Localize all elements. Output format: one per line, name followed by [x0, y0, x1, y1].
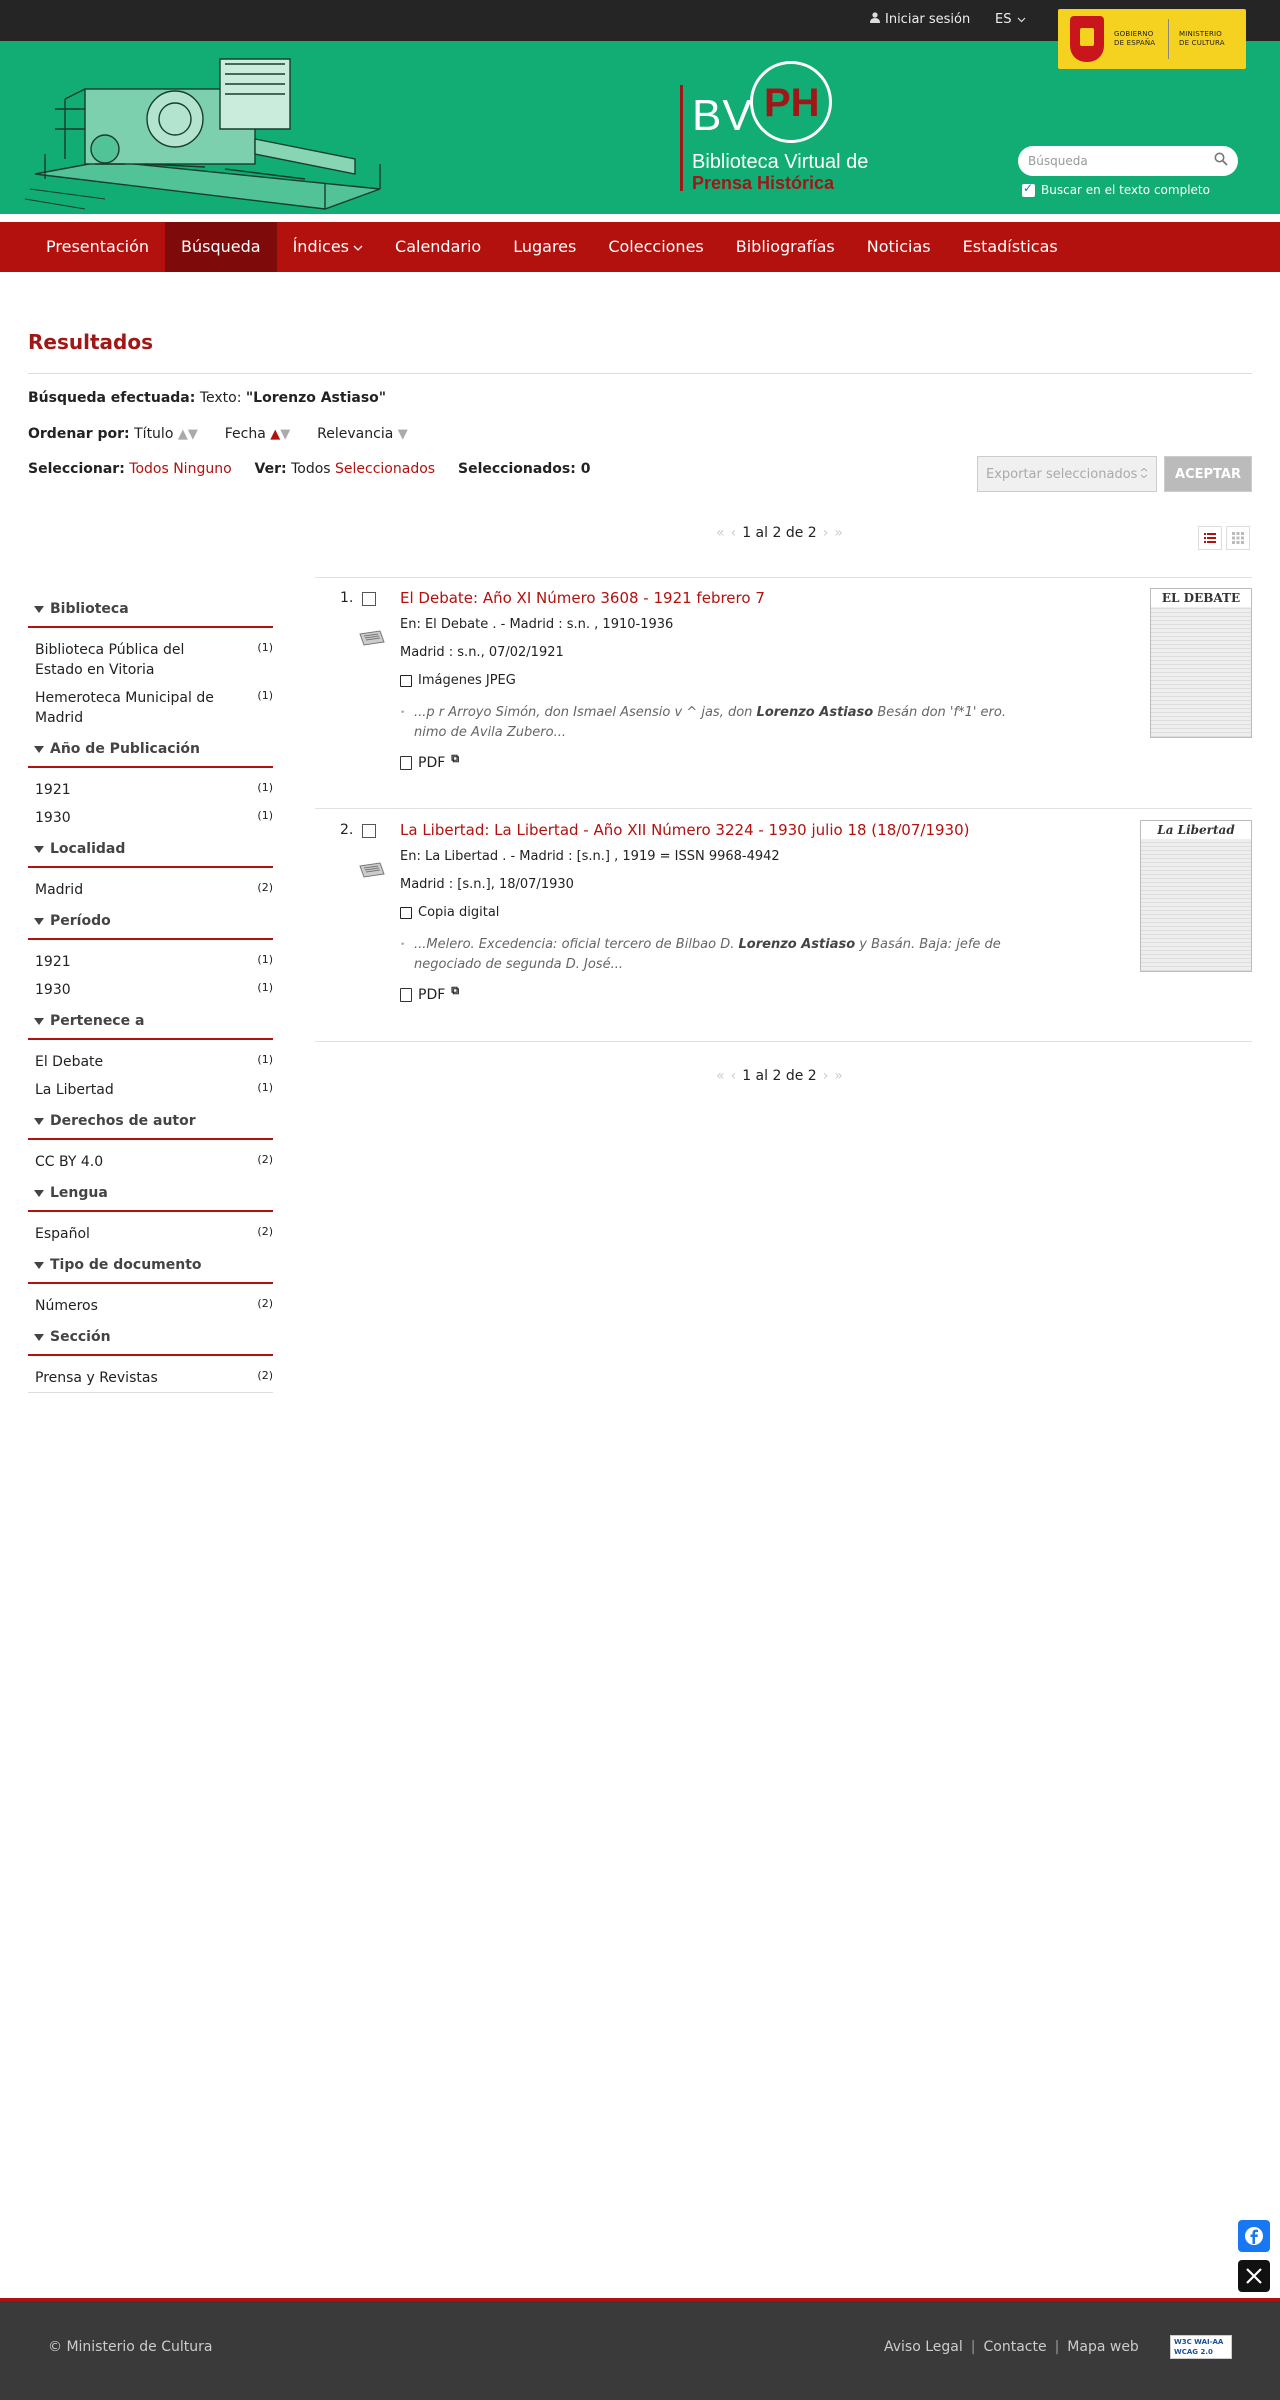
next-page-icon[interactable]: ›: [822, 1068, 829, 1084]
nav-label: Búsqueda: [181, 237, 261, 256]
main-nav: [0, 222, 1280, 272]
pager-label: 1 al 2 de 2: [742, 1068, 817, 1084]
facet-item[interactable]: [28, 636, 273, 684]
facet-item-label: 1930: [35, 810, 71, 826]
newspaper-icon[interactable]: [358, 860, 386, 880]
facet-item-count: (2): [257, 881, 273, 894]
nav-label: Bibliografías: [735, 237, 835, 256]
facet-header[interactable]: [28, 1104, 273, 1140]
bvph-logo[interactable]: [680, 61, 910, 201]
facet-item-label: 1930: [35, 982, 71, 998]
facet-item-label: Hemeroteca Municipal de Madrid: [35, 690, 214, 726]
fulltext-option: [1022, 183, 1210, 197]
snippet-highlight: Lorenzo Astiaso: [756, 705, 874, 720]
query-label: Búsqueda efectuada:: [28, 390, 196, 406]
site-footer: [0, 2298, 1280, 2400]
facet-title: Tipo de documento: [50, 1257, 202, 1273]
result-snippet: [400, 935, 1040, 975]
facet-item-count: (2): [257, 1225, 273, 1238]
results-divider: [315, 1041, 1252, 1042]
pdf-link[interactable]: [400, 752, 1040, 771]
facet-item[interactable]: [28, 1364, 273, 1392]
snippet-text: ...p r Arroyo Simón, don Ismael Asensio v ^ jas, don: [414, 705, 757, 720]
facet-item-count: (1): [257, 781, 273, 794]
nav-item-noticias[interactable]: [851, 222, 947, 272]
facet-item-count: (1): [257, 1081, 273, 1094]
facet-title: Año de Publicación: [50, 741, 200, 757]
caret-down-icon: [34, 606, 44, 613]
facet-item[interactable]: [28, 948, 273, 976]
logo-ph: PH: [764, 81, 820, 125]
facet-item-label: CC BY 4.0: [35, 1154, 104, 1170]
caret-down-icon: [34, 918, 44, 925]
facet-item-label: Madrid: [35, 882, 84, 898]
facet-item[interactable]: [28, 976, 273, 1004]
wcag-badge[interactable]: W3C WAI-AA WCAG 2.0: [1170, 2335, 1232, 2359]
caret-down-icon: [34, 1190, 44, 1197]
nav-item-estadisticas[interactable]: [947, 222, 1074, 272]
footer-link-contact[interactable]: Contacte: [983, 2339, 1047, 2355]
gov-label: GOBIERNO DE ESPAÑA: [1114, 30, 1156, 47]
government-logo[interactable]: [1058, 9, 1246, 69]
result-number: 2.: [340, 822, 354, 838]
language-label: ES: [995, 12, 1012, 27]
copyright: © Ministerio de Cultura: [48, 2339, 213, 2355]
result-date: Madrid : [s.n.], 18/07/1930: [400, 877, 574, 892]
facet-title: Biblioteca: [50, 601, 129, 617]
sort-label: Ordenar por:: [28, 426, 130, 442]
result-snippet: [400, 703, 1040, 743]
facet-header[interactable]: [28, 732, 273, 768]
x-share-icon[interactable]: [1238, 2260, 1270, 2292]
language-selector[interactable]: [995, 12, 1026, 27]
nav-label: Lugares: [513, 237, 577, 256]
footer-separator: |: [970, 2339, 976, 2355]
facet-item-count: (1): [257, 689, 273, 702]
chevron-down-icon: [353, 222, 363, 272]
export-label: Exportar seleccionados: [986, 466, 1138, 482]
facet-header[interactable]: [28, 592, 273, 628]
logo-bv: BV: [692, 91, 753, 140]
selected-count: Seleccionados: 0: [457, 461, 591, 477]
last-page-icon[interactable]: »: [834, 525, 843, 541]
first-page-icon[interactable]: «: [716, 1068, 725, 1084]
footer-link-sitemap[interactable]: Mapa web: [1067, 2339, 1139, 2355]
facet-item-count: (1): [257, 953, 273, 966]
select-none-link[interactable]: Ninguno: [173, 461, 232, 477]
search-box: [1018, 146, 1238, 176]
newspaper-icon[interactable]: [358, 628, 386, 648]
facet-item-label: Biblioteca Pública del Estado en Vitoria: [35, 642, 185, 678]
login-label: Iniciar sesión: [885, 12, 971, 27]
first-page-icon[interactable]: «: [716, 525, 725, 541]
selection-bar: [28, 461, 590, 477]
caret-down-icon: [34, 1334, 44, 1341]
facebook-share-icon[interactable]: [1238, 2220, 1270, 2252]
facet-item[interactable]: [28, 1292, 273, 1320]
query-summary: [28, 390, 386, 406]
nav-label: Calendario: [395, 237, 482, 256]
export-select[interactable]: [977, 456, 1157, 492]
ministry-label: MINISTERIO DE CULTURA: [1179, 30, 1225, 47]
facet-header[interactable]: [28, 1004, 273, 1040]
select-label: Seleccionar:: [28, 461, 125, 477]
caret-down-icon: [34, 746, 44, 753]
facet-item-label: Prensa y Revistas: [35, 1370, 158, 1386]
snippet-highlight: Lorenzo Astiaso: [738, 937, 856, 952]
result-checkbox[interactable]: [362, 592, 376, 606]
fulltext-label: Buscar en el texto completo: [1041, 183, 1210, 197]
prev-page-icon[interactable]: ‹: [730, 525, 737, 541]
logo-bar: [680, 85, 683, 191]
view-all-link[interactable]: Todos: [291, 461, 331, 477]
sort-asc-icon[interactable]: ▲: [270, 427, 281, 442]
gov-divider: [1168, 19, 1169, 59]
result-number: 1.: [340, 590, 354, 606]
nav-label: Noticias: [866, 237, 931, 256]
sort-date[interactable]: Fecha: [224, 426, 266, 442]
facet-item[interactable]: [28, 1220, 273, 1248]
query-value: "Lorenzo Astiaso": [245, 390, 387, 406]
facet-item-count: (1): [257, 981, 273, 994]
prev-page-icon[interactable]: ‹: [730, 1068, 737, 1084]
list-view-icon[interactable]: [1198, 526, 1222, 550]
sort-desc-icon[interactable]: ▼: [187, 427, 198, 442]
pdf-icon: [400, 988, 412, 1002]
facet-title: Pertenece a: [50, 1013, 145, 1029]
view-label: Ver:: [254, 461, 287, 477]
snippet-text: y Basán. Baja: jefe de negociado de segunda D. José...: [414, 937, 1001, 972]
nav-item-presentacion[interactable]: [30, 222, 165, 272]
result-type: [400, 899, 1040, 927]
facet-item[interactable]: [28, 776, 273, 804]
facet-header[interactable]: [28, 832, 273, 868]
query-field: Texto:: [199, 390, 242, 406]
view-toggle: [1198, 526, 1250, 550]
view-selected-link[interactable]: Seleccionados: [335, 461, 436, 477]
facet-item[interactable]: [28, 876, 273, 904]
facet-item-label: 1921: [35, 782, 71, 798]
facet-item[interactable]: [28, 1148, 273, 1176]
external-link-icon: ⧉: [451, 752, 460, 765]
pager-label: 1 al 2 de 2: [742, 525, 817, 541]
fulltext-checkbox[interactable]: [1022, 184, 1035, 197]
facet-item-label: Español: [35, 1226, 90, 1242]
select-all-link[interactable]: Todos: [129, 461, 169, 477]
result-title-link[interactable]: El Debate: Año XI Número 3608 - 1921 febrero 7: [400, 589, 765, 607]
chevron-down-icon: [1140, 467, 1148, 482]
external-link-icon: ⧉: [451, 984, 460, 997]
facet-divider: [28, 1392, 273, 1393]
facet-item-label: 1921: [35, 954, 71, 970]
thumbnail-masthead: La Libertad: [1141, 821, 1251, 839]
nav-label: Presentación: [46, 237, 150, 256]
nav-label: Colecciones: [608, 237, 704, 256]
result-type: [400, 667, 1040, 695]
facet-item-label: El Debate: [35, 1054, 104, 1070]
facet-item-count: (2): [257, 1297, 273, 1310]
logo-line1: Biblioteca Virtual de: [692, 151, 869, 173]
facet-item-count: (2): [257, 1369, 273, 1382]
facet-item-label: La Libertad: [35, 1082, 114, 1098]
facet-item-label: Números: [35, 1298, 98, 1314]
accept-button[interactable]: ACEPTAR: [1164, 456, 1252, 492]
result-thumbnail[interactable]: [1150, 588, 1252, 738]
facet-item[interactable]: [28, 684, 273, 732]
next-page-icon[interactable]: ›: [822, 525, 829, 541]
thumbnail-masthead: EL DEBATE: [1151, 589, 1251, 607]
pager-top: [716, 525, 843, 541]
printing-press-illustration: [25, 49, 385, 211]
result-body: [400, 588, 1040, 771]
nav-item-calendario[interactable]: [379, 222, 497, 272]
sort-bar: [28, 426, 408, 442]
facet-item-count: (1): [257, 641, 273, 654]
caret-down-icon: [34, 1018, 44, 1025]
result-source: En: La Libertad . - Madrid : [s.n.] , 1919 = ISSN 9968-4942: [400, 849, 780, 864]
facet-header[interactable]: [28, 1248, 273, 1284]
images-icon: [400, 675, 412, 687]
nav-item-colecciones[interactable]: [592, 222, 719, 272]
result-type-label: Copia digital: [418, 905, 500, 920]
grid-view-icon[interactable]: [1226, 526, 1250, 550]
nav-item-bibliografias[interactable]: [720, 222, 851, 272]
footer-separator: |: [1054, 2339, 1060, 2355]
coat-of-arms-icon: [1070, 16, 1104, 62]
results-divider: [315, 808, 1252, 809]
result-type-label: Imágenes JPEG: [418, 673, 516, 688]
facet-item-count: (1): [257, 809, 273, 822]
page-title: Resultados: [28, 330, 153, 354]
footer-links: [884, 2339, 1139, 2355]
facet-header[interactable]: [28, 904, 273, 940]
search-icon[interactable]: [1214, 152, 1228, 170]
snippet-text: ...Melero. Excedencia: oficial tercero de Bilbao D.: [414, 937, 739, 952]
pdf-icon: [400, 756, 412, 770]
logo-line2: Prensa Histórica: [692, 173, 835, 193]
nav-item-busqueda[interactable]: [165, 222, 277, 272]
result-date: Madrid : s.n., 07/02/1921: [400, 645, 564, 660]
facet-title: Localidad: [50, 841, 126, 857]
facet-title: Lengua: [50, 1185, 108, 1201]
last-page-icon[interactable]: »: [834, 1068, 843, 1084]
search-input[interactable]: [1028, 154, 1214, 168]
sort-asc-icon[interactable]: ▲: [177, 427, 188, 442]
facet-title: Período: [50, 913, 111, 929]
snippet-text: Besán don 'f*1' ero. nimo de Avila Zubero...: [414, 705, 1006, 740]
pdf-label: PDF: [418, 987, 446, 1003]
result-checkbox[interactable]: [362, 824, 376, 838]
nav-label: Estadísticas: [962, 237, 1058, 256]
facet-title: Sección: [50, 1329, 111, 1345]
user-icon: [870, 12, 880, 27]
pdf-link[interactable]: [400, 984, 1040, 1003]
login-link[interactable]: [870, 12, 970, 27]
facet-item[interactable]: [28, 804, 273, 832]
caret-down-icon: [34, 1262, 44, 1269]
facet-item-count: (1): [257, 1053, 273, 1066]
facet-title: Derechos de autor: [50, 1113, 196, 1129]
pdf-label: PDF: [418, 755, 446, 771]
result-thumbnail[interactable]: [1140, 820, 1252, 972]
footer-link-legal[interactable]: Aviso Legal: [884, 2339, 963, 2355]
facet-header[interactable]: [28, 1320, 273, 1356]
result-title-link[interactable]: La Libertad: La Libertad - Año XII Número 3224 - 1930 julio 18 (18/07/1930): [400, 821, 970, 839]
sort-desc-icon[interactable]: ▼: [280, 427, 291, 442]
sort-desc-icon[interactable]: ▼: [397, 427, 408, 442]
caret-down-icon: [34, 1118, 44, 1125]
facets-sidebar: [28, 592, 273, 1393]
chevron-down-icon: [1017, 12, 1026, 27]
result-body: [400, 820, 1040, 1003]
result-source: En: El Debate . - Madrid : s.n. , 1910-1936: [400, 617, 674, 632]
nav-item-lugares[interactable]: [497, 222, 592, 272]
results-divider: [315, 577, 1252, 578]
nav-label: Índices: [292, 237, 350, 256]
facet-header[interactable]: [28, 1176, 273, 1212]
nav-item-indices[interactable]: [277, 222, 379, 272]
divider: [28, 373, 1252, 374]
pager-bottom: [716, 1068, 843, 1084]
sort-title[interactable]: Título: [134, 426, 174, 442]
facet-item[interactable]: [28, 1048, 273, 1076]
digital-copy-icon: [400, 907, 412, 919]
facet-item-count: (2): [257, 1153, 273, 1166]
facet-item[interactable]: [28, 1076, 273, 1104]
sort-relevance[interactable]: Relevancia: [317, 426, 394, 442]
caret-down-icon: [34, 846, 44, 853]
